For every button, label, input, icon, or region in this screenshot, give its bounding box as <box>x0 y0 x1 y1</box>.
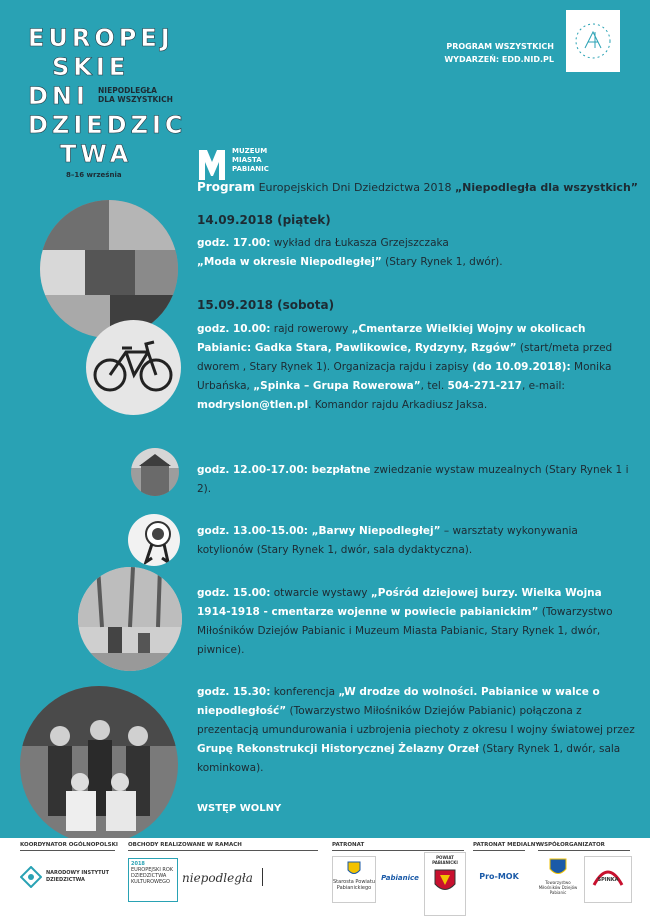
event-text: (start/meta przed dworem , Stary Rynek 1). Organizacja rajdu i zapisy <box>197 342 613 373</box>
event-text: zwiedzanie wystaw muzealnych (Stary Rynek 1 i 2). <box>197 464 629 495</box>
photo-cemetery <box>78 567 182 671</box>
event-time: godz. 13.00-15.00: <box>197 525 308 537</box>
event-title: „W drodze do wolności. Pabianice w walce o niepodległość” <box>197 686 600 717</box>
coat-of-arms-icon <box>347 861 361 877</box>
tmdp-text: Towarzystwo Miłośników Dziejów Pabianic <box>538 880 578 895</box>
event-time: godz. 10.00: <box>197 323 271 335</box>
program-title-text: Europejskich Dni Dziedzictwa 2018 <box>255 181 455 194</box>
museum-name-line: PABIANIC <box>232 165 269 173</box>
footer-section-label: PATRONAT <box>332 842 365 848</box>
promok-text: Pro-MOK <box>479 872 519 881</box>
spinka-ring-icon <box>591 863 625 889</box>
event-title: bezpłatne <box>307 464 371 476</box>
subtitle-line: DLA WSZYSTKICH <box>98 95 173 104</box>
event-item <box>197 461 637 499</box>
powiat-logo <box>424 852 466 916</box>
event-item <box>197 234 637 272</box>
pabianice-text: Pabianice <box>381 874 419 882</box>
event-time: godz. 15.30: <box>197 686 271 698</box>
event-item <box>197 683 637 778</box>
event-item <box>197 522 637 560</box>
edd-small-line: 2018 <box>131 861 145 867</box>
nid-name-line: NARODOWY INSTYTUT <box>46 870 109 876</box>
event-text: (Towarzystwo Miłośników Dziejów Pabianic i Muzeum Miasta Pabianic, Stary Rynek 1, dwór, piwnice). <box>197 606 613 656</box>
event-email[interactable]: modryslon@tlen.pl <box>197 399 309 411</box>
program-title-quote: „Niepodległa dla wszystkich” <box>454 181 639 194</box>
event-text: (Stary Rynek 1, dwór). <box>381 256 503 268</box>
footer-separator <box>262 868 263 886</box>
spinka-text: SPINKA <box>597 877 619 883</box>
edd-small-logo <box>128 858 178 902</box>
event-time: godz. 12.00-17.00: <box>197 464 308 476</box>
photo-museum <box>131 448 179 496</box>
promok-logo <box>473 860 525 896</box>
event-text: rajd rowerowy <box>270 323 352 335</box>
photo-cockade <box>128 514 180 566</box>
museum-name <box>232 147 269 174</box>
powiat-crest-icon <box>434 869 456 895</box>
footer-divider <box>20 850 115 851</box>
niepodlegla-logo: niepodległa <box>182 871 253 885</box>
pabianice-logo <box>378 856 422 901</box>
photo-reenactors <box>20 686 178 844</box>
event-text: (Stary Rynek 1, dwór, sala kominkowa). <box>197 743 621 774</box>
event-text: Monika Urbańska, <box>197 361 612 392</box>
footer-section-label: KOORDYNATOR OGÓLNOPOLSKI <box>20 842 118 848</box>
footer-divider <box>332 850 464 851</box>
event-text: , e-mail: <box>522 380 565 392</box>
program-link-line: WYDARZEŃ: EDD.NID.PL <box>444 55 554 64</box>
event-text: otwarcie wystawy <box>270 587 371 599</box>
photo-bicycle <box>86 320 181 415</box>
event-item <box>197 320 637 415</box>
footer-section-label: WSPÓŁORGANIZATOR <box>538 842 605 848</box>
event-text: (Towarzystwo Miłośników Dziejów Pabianic) połączona z prezentacją umundurowania i uzbrojenia piechoty z okresu I wojny światowej przez <box>197 705 635 736</box>
event-time: godz. 15.00: <box>197 587 271 599</box>
event-text: , tel. <box>420 380 448 392</box>
edd-small-line: EUROPEJSKI ROK <box>131 867 174 873</box>
nid-logo <box>20 866 120 890</box>
nid-name-line: DZIEDZICTWA <box>46 877 85 883</box>
event-title: „Moda w okresie Niepodległej” <box>197 256 382 268</box>
program-link-line: PROGRAM WSZYSTKICH <box>446 42 554 51</box>
event-text: konferencja <box>270 686 339 698</box>
subtitle-line: NIEPODLEGŁA <box>98 86 157 95</box>
event-dates: 8–16 września <box>66 171 122 179</box>
footer-divider <box>128 850 318 851</box>
footer-divider <box>538 850 630 851</box>
program-title <box>197 180 637 194</box>
edd-small-line: KULTUROWEGO <box>131 879 170 885</box>
museum-logo-icon <box>197 148 227 182</box>
event-title: „Barwy Niepodległej” <box>307 525 441 537</box>
logo-line: TWA <box>60 140 133 168</box>
event-title: „Pośród dziejowej burzy. Wielka Wojna 1914-1918 - cmentarze wojenne w powiecie pabianickim” <box>197 587 602 618</box>
event-text: . Komandor rajdu Arkadiusz Jaksa. <box>308 399 488 411</box>
program-link[interactable] <box>444 40 554 66</box>
museum-name-line: MUZEUM <box>232 147 268 155</box>
footer-section-label: OBCHODY REALIZOWANE W RAMACH <box>128 842 242 848</box>
starosta-logo <box>332 856 376 903</box>
tmdp-crest-icon <box>549 858 567 878</box>
edd-small-line: DZIEDZICTWA <box>131 873 167 879</box>
footer-divider <box>473 850 525 851</box>
logo-subtitle <box>98 86 173 104</box>
photo-fashion <box>40 200 178 338</box>
powiat-text: POWIAT PABIANICKI <box>432 855 458 865</box>
spinka-logo <box>584 856 632 903</box>
logo-line: DNI <box>28 82 89 110</box>
tmdp-logo <box>538 856 578 901</box>
footer-section-label: PATRONAT MEDIALNY <box>473 842 540 848</box>
event-deadline: (do 10.09.2018): <box>472 361 571 373</box>
edd-emblem-icon <box>566 10 620 72</box>
program-word: Program <box>197 180 256 194</box>
day-heading: 15.09.2018 (sobota) <box>197 298 335 312</box>
logo-line: DZIEDZIC <box>28 111 187 139</box>
event-time: godz. 17.00: <box>197 237 271 249</box>
event-text: wykład dra Łukasza Grzejszczaka <box>270 237 449 249</box>
event-group: Grupę Rekonstrukcji Historycznej Żelazny Orzeł <box>197 743 479 755</box>
event-title: „Cmentarze Wielkiej Wojny w okolicach Pabianic: Gadka Stara, Pawlikowice, Rydzyny, Rzgów” <box>197 323 586 354</box>
free-entry: WSTĘP WOLNY <box>197 803 282 814</box>
day-heading: 14.09.2018 (piątek) <box>197 213 331 227</box>
logo-line: SKIE <box>52 53 130 81</box>
footer <box>0 838 650 919</box>
event-organizer: „Spinka – Grupa Rowerowa” <box>253 380 421 392</box>
logo-line: EUROPEJ <box>28 24 174 52</box>
event-phone: 504-271-217 <box>447 380 522 392</box>
museum-name-line: MIASTA <box>232 156 262 164</box>
nid-emblem-icon <box>20 866 42 888</box>
starosta-text: Starosta Powiatu Pabianickiego <box>333 879 375 891</box>
event-text: – warsztaty wykonywania kotylionów (Stary Rynek 1, dwór, sala dydaktyczna). <box>197 525 578 556</box>
event-item <box>197 584 637 660</box>
